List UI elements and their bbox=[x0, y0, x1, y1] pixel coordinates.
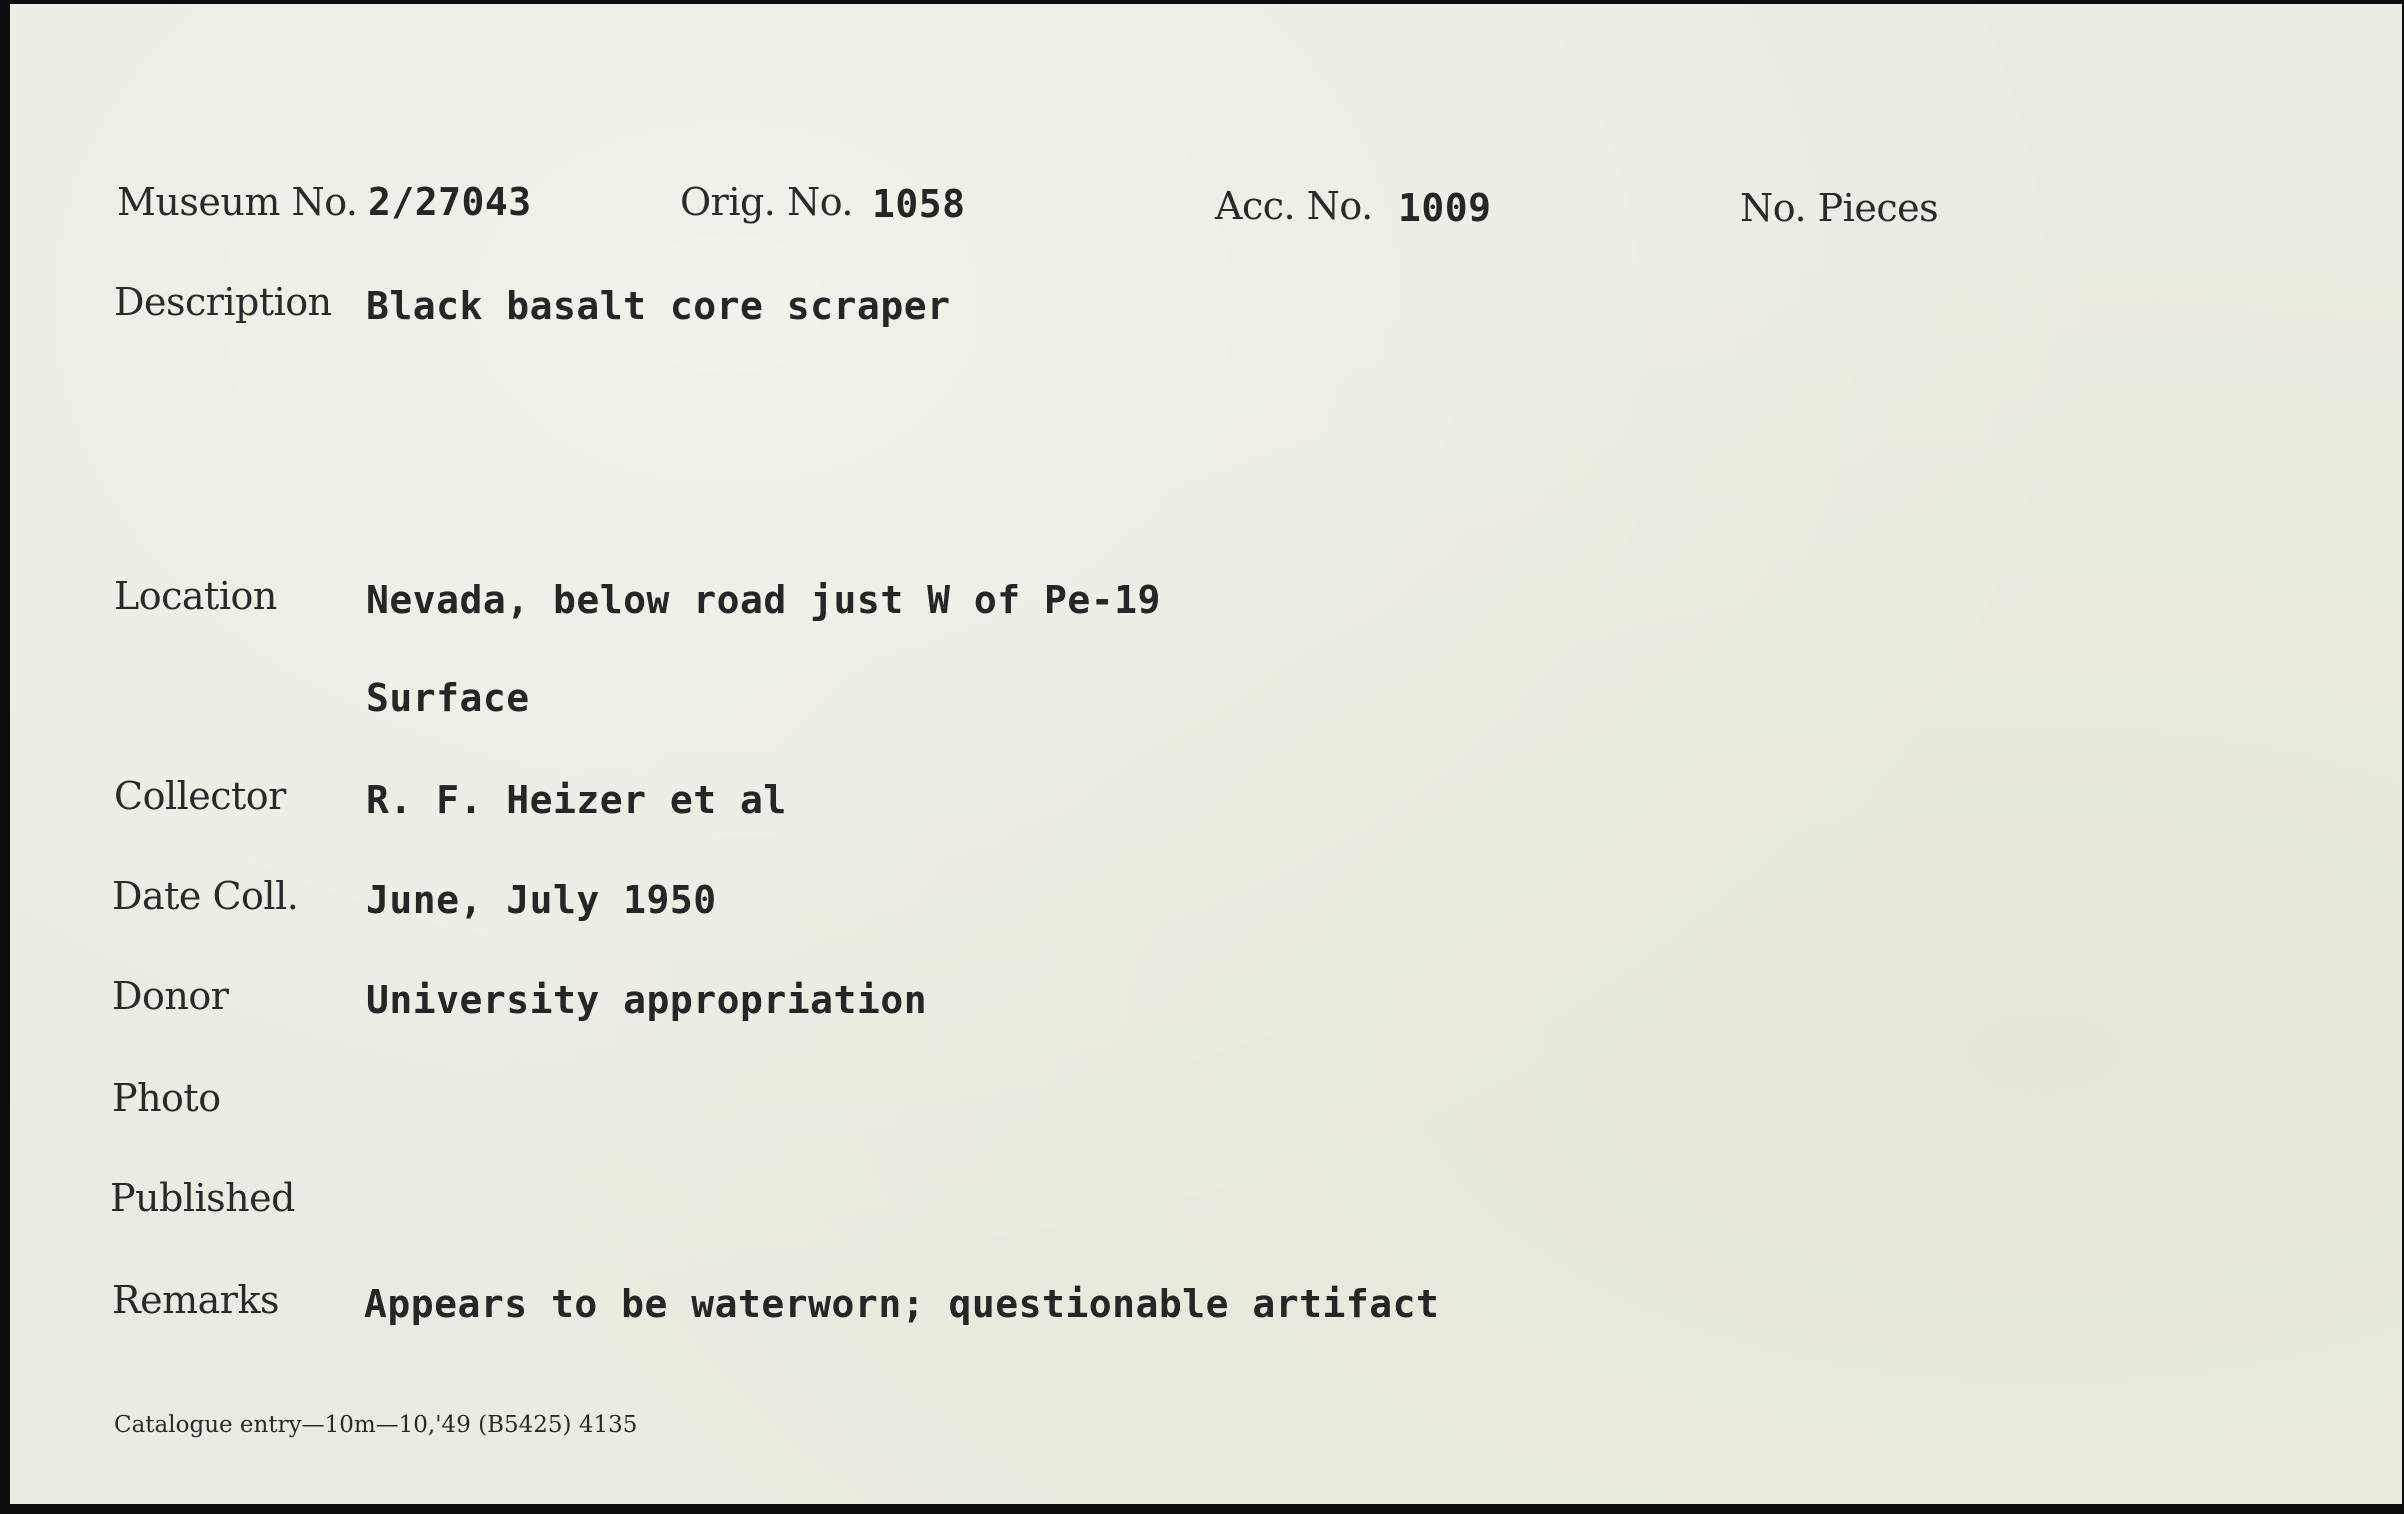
description-value: Black basalt core scraper bbox=[366, 284, 951, 328]
no-pieces-label: No. Pieces bbox=[1740, 186, 1939, 230]
remarks-label: Remarks bbox=[112, 1278, 279, 1322]
museum-no-value: 2/27043 bbox=[368, 180, 532, 224]
location-value: Nevada, below road just W of Pe-19 bbox=[366, 578, 1161, 622]
location-label: Location bbox=[114, 574, 277, 618]
catalogue-entry-footer: Catalogue entry—10m—10,'49 (B5425) 4135 bbox=[114, 1412, 638, 1438]
date-coll-label: Date Coll. bbox=[112, 874, 299, 918]
photo-label: Photo bbox=[112, 1076, 221, 1120]
donor-label: Donor bbox=[112, 974, 229, 1018]
location-value-line-2: Surface bbox=[366, 676, 530, 720]
remarks-value: Appears to be waterworn; questionable artifact bbox=[364, 1282, 1440, 1326]
acc-no-value: 1009 bbox=[1398, 186, 1492, 230]
orig-no-label: Orig. No. bbox=[680, 180, 853, 224]
catalogue-card bbox=[10, 4, 2402, 1504]
description-label: Description bbox=[114, 280, 332, 324]
collector-label: Collector bbox=[114, 774, 286, 818]
museum-no-label: Museum No. bbox=[117, 180, 358, 224]
published-label: Published bbox=[110, 1176, 295, 1220]
collector-value: R. F. Heizer et al bbox=[366, 778, 787, 822]
acc-no-label: Acc. No. bbox=[1215, 184, 1373, 228]
orig-no-value: 1058 bbox=[872, 182, 966, 226]
date-coll-value: June, July 1950 bbox=[366, 878, 717, 922]
donor-value: University appropriation bbox=[366, 978, 928, 1022]
